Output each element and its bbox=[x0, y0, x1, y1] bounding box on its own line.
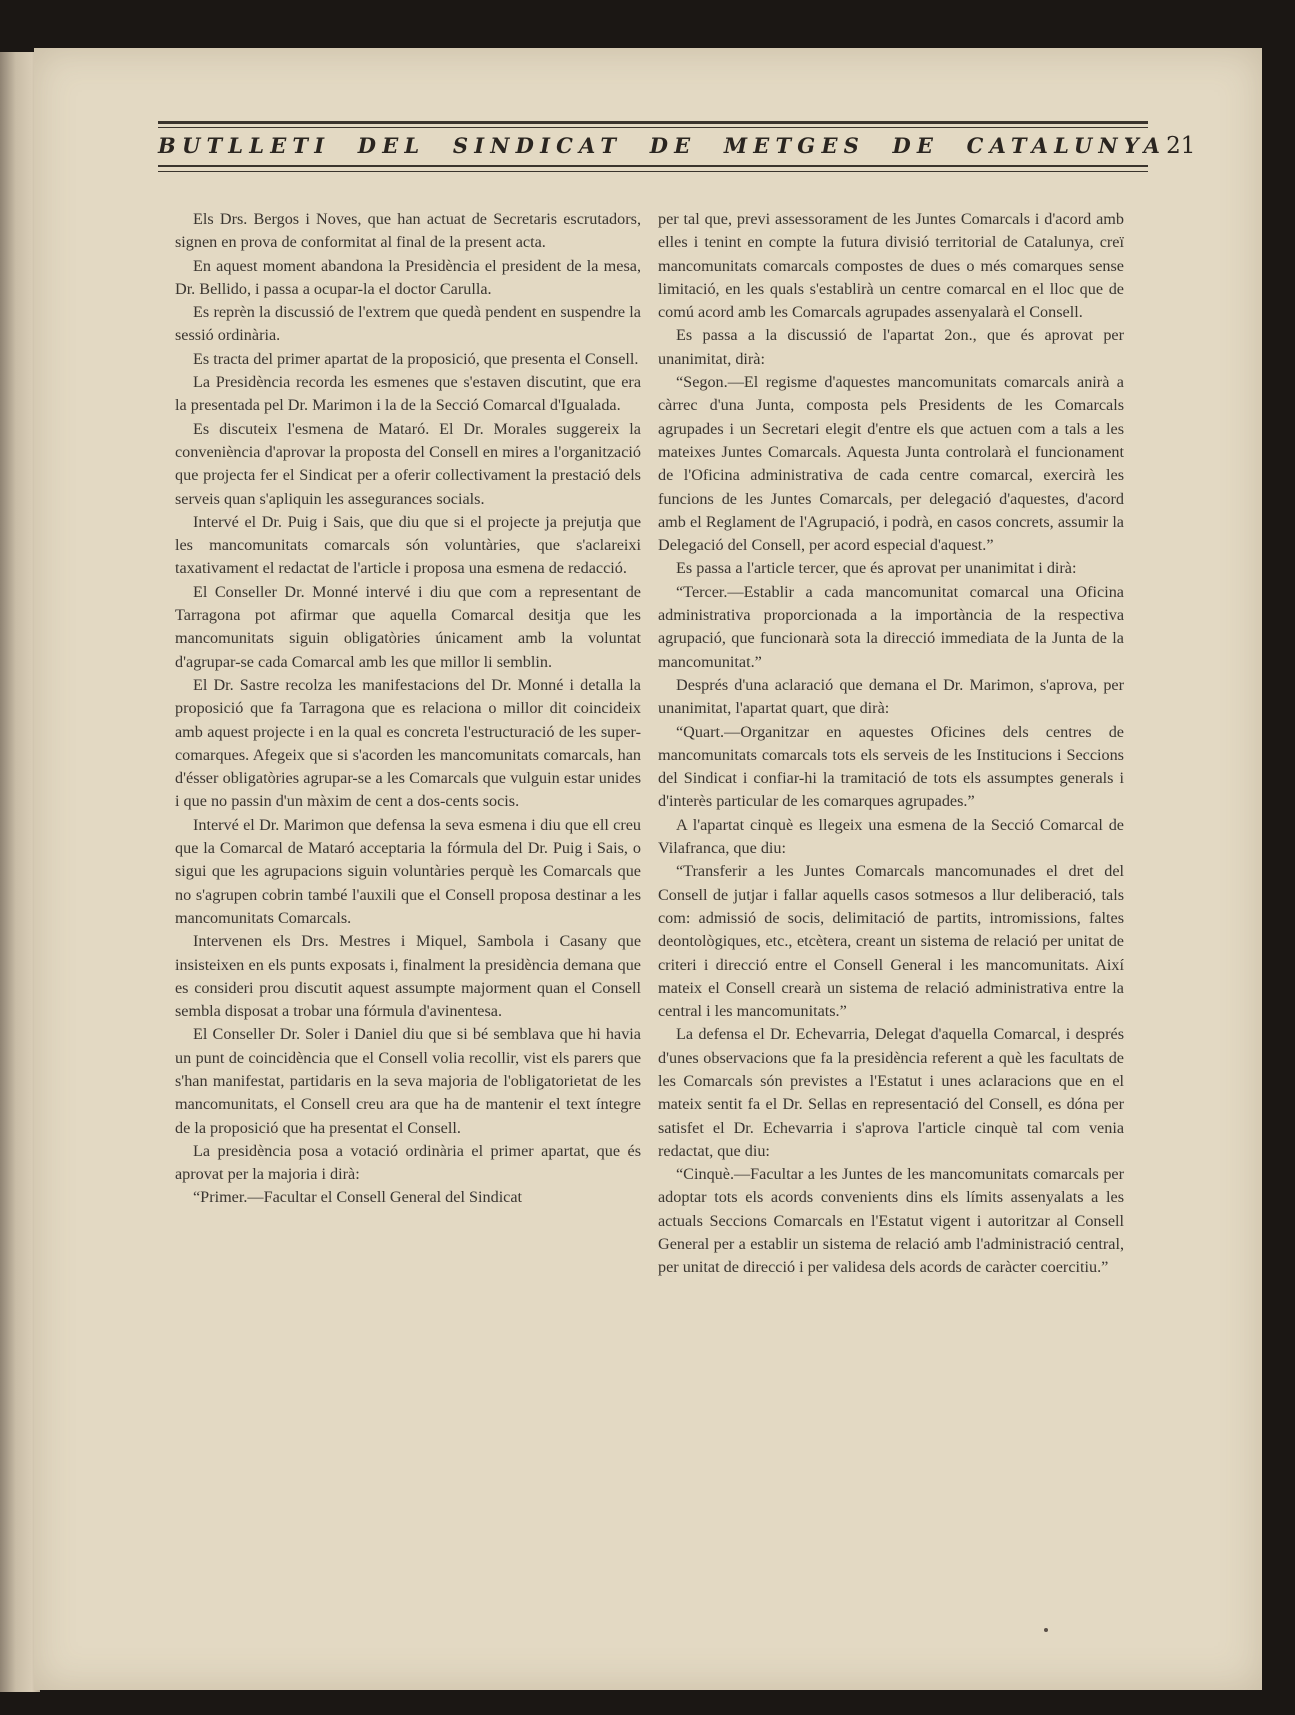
header-rule-top-thin bbox=[158, 127, 1148, 128]
header-rule-bottom bbox=[158, 165, 1148, 167]
paragraph: Intervé el Dr. Puig i Sais, que diu que si el projecte ja prejutja que les mancomunitats comarcals són voluntàries, que s'aclareixi taxativament el redactat de l'article i proposa una esmena de redacció. bbox=[175, 512, 641, 578]
paragraph: El Conseller Dr. Soler i Daniel diu que si bé semblava que hi havia un punt de coincidència que el Consell volia recollir, vist els parers que s'han manifestat, partidaris en la seva majoria de l'obligatorietat de les mancomunitats, el Consell creu ara que ha de mantenir el text íntegre de la proposició que ha presentat el Consell. bbox=[175, 1025, 641, 1137]
paragraph: “Cinquè.—Facultar a les Juntes de les mancomunitats comarcals per adoptar tots els acords convenients dins els límits assenyalats a les actuals Seccions Comarcals en l'Estatut vigent i autoritzar al Consell General per a establir un sistema de relació amb l'administració central, per unitat de direcció i per validesa dels acords de caràcter coercitiu.” bbox=[658, 1165, 1124, 1277]
paragraph: Intervenen els Drs. Mestres i Miquel, Sambola i Casany que insisteixen en els punts exposats i, finalment la presidència demana que es consideri prou discutit aquest assumpte majorment quan el Consell sembla disposat a trobar una fórmula d'avinentesa. bbox=[175, 932, 641, 1021]
ink-speck bbox=[1044, 1628, 1048, 1632]
paragraph: El Conseller Dr. Monné intervé i diu que com a representant de Tarragona pot afirmar que aquella Comarcal desitja que les mancomunitats siguin obligatòries únicament amb la voluntat d'agrupar-se cada Comarcal amb les que millor li semblin. bbox=[175, 582, 641, 671]
paragraph: La Presidència recorda les esmenes que s'estaven discutint, que era la presentada pel Dr. Marimon i la de la Secció Comarcal d'Igualada. bbox=[175, 373, 641, 415]
paragraph: Es passa a l'article tercer, que és aprovat per unanimitat i dirà: bbox=[676, 559, 1077, 578]
paragraph: “Tercer.—Establir a cada mancomunitat comarcal una Oficina administrativa proporcionada a la importància de la respectiva agrupació, que funcionarà sota la direcció immediata de la Junta de la mancomunitat.” bbox=[658, 582, 1124, 671]
paragraph: En aquest moment abandona la Presidència el president de la mesa, Dr. Bellido, i passa a ocupar-la el doctor Carulla. bbox=[175, 256, 641, 298]
paragraph: La presidència posa a votació ordinària el primer apartat, que és aprovat per la majoria i dirà: bbox=[175, 1141, 641, 1184]
paragraph: Es discuteix l'esmena de Mataró. El Dr. Morales suggereix la conveniència d'aprovar la proposta del Consell en mires a l'organització que projecta fer el Sindicat per a oferir collectivament la prestació dels serveis quan s'apliquin les assegurances socials. bbox=[175, 419, 641, 508]
paragraph: El Dr. Sastre recolza les manifestacions del Dr. Monné i detalla la proposició que fa Tarragona que es relaciona o millor dit coincideix amb aquest projecte i en la qual es concreta l'estructuració de les super-comarques. Afegeix que si s'acorden les mancomunitats comarcals, han d'ésser obligatòries agrupar-se a les Comarcals que vulguin estar unides i que no passin d'un màxim de cent a dos-cents socis. bbox=[175, 675, 641, 811]
paragraph: “Primer.—Facultar el Consell General del Sindicat bbox=[193, 1188, 523, 1207]
paragraph: La defensa el Dr. Echevarria, Delegat d'aquella Comarcal, i després d'unes observacions que fa la presidència referent a què les facultats de les Comarcals són previstes a l'Estatut i unes aclaracions que en el mateix sentit fa el Dr. Sellas en representació del Consell, es dóna per satisfet el Dr. Echevarria i s'aprova l'article cinquè tal com venia redactat, que diu: bbox=[658, 1025, 1124, 1160]
right-column bbox=[658, 208, 1124, 1280]
paragraph: “Transferir a les Juntes Comarcals mancomunades el dret del Consell de jutjar i fallar aquells casos sotmesos a llur deliberació, tals com: admissió de socis, delimitació de partits, intromissions, faltes deontològiques, etc., etcètera, creant un sistema de relació per unitat de criteri i direcció entre el Consell General i les mancomunitats. Així mateix el Consell crearà un sistema de relació administrativa entre la central i les mancomunitats.” bbox=[658, 862, 1124, 1021]
header-rule-bottom-thin bbox=[158, 171, 1148, 172]
paragraph: Els Drs. Bergos i Noves, que han actuat de Secretaris escrutadors, signen en prova de conformitat al final de la present acta. bbox=[175, 210, 641, 252]
paragraph: Es passa a la discussió de l'apartat 2on., que és aprovat per unanimitat, dirà: bbox=[658, 326, 1124, 368]
paragraph: A l'apartat cinquè es llegeix una esmena de la Secció Comarcal de Vilafranca, que diu: bbox=[658, 815, 1124, 858]
paragraph: per tal que, previ assessorament de les Juntes Comarcals i d'acord amb elles i tenint en compte la futura divisió territorial de Catalunya, creï mancomunitats comarcals compostes de dues o més comarques sense limitació, en les quals s'establirà un centre comarcal en el lloc que de comú acord amb les Comarcals agrupades assenyalarà el Consell. bbox=[658, 210, 1124, 322]
paragraph: “Segon.—El regisme d'aquestes mancomunitats comarcals anirà a càrrec d'una Junta, composta pels Presidents de les Comarcals agrupades i un Secretari elegit d'entre els que actuen com a tals a les mateixes Juntes Comarcals. Aquesta Junta controlarà el funcionament de l'Oficina administrativa de cada centre comarcal, exercirà les funcions de les Juntes Comarcals, per delegació d'aquestes, d'acord amb el Reglament de l'Agrupació, i podrà, en casos concrets, assumir la Delegació del Consell, per acord especial d'aquest.” bbox=[658, 373, 1124, 555]
paragraph: Intervé el Dr. Marimon que defensa la seva esmena i diu que ell creu que la Comarcal de Mataró acceptaria la fórmula del Dr. Puig i Sais, o sigui que les agrupacions siguin voluntàries perquè les Comarcals que no s'agrupen cobrin també l'auxili que el Consell proposa destinar a les mancomunitats Comarcals. bbox=[175, 815, 641, 927]
header-rule-top bbox=[158, 121, 1148, 124]
paragraph: Es tracta del primer apartat de la proposició, que presenta el Consell. bbox=[193, 349, 639, 368]
left-column bbox=[175, 208, 641, 1210]
paragraph: “Quart.—Organitzar en aquestes Oficines dels centres de mancomunitats comarcals tots els serveis de les Institucions i Seccions del Sindicat i confiar-hi la tramitació de tots els assumptes generals i d'interès particular de les comarques agrupades.” bbox=[658, 722, 1124, 811]
paragraph: Es reprèn la discussió de l'extrem que quedà pendent en suspendre la sessió ordinària. bbox=[175, 303, 641, 345]
masthead bbox=[158, 133, 1196, 163]
journal-page bbox=[34, 48, 1262, 1690]
journal-title: BUTLLETI DEL SINDICAT DE METGES DE CATALUNYA bbox=[158, 133, 1167, 158]
page-number: 21 bbox=[1166, 133, 1196, 159]
paragraph: Després d'una aclaració que demana el Dr. Marimon, s'aprova, per unanimitat, l'apartat quart, que dirà: bbox=[658, 675, 1124, 718]
